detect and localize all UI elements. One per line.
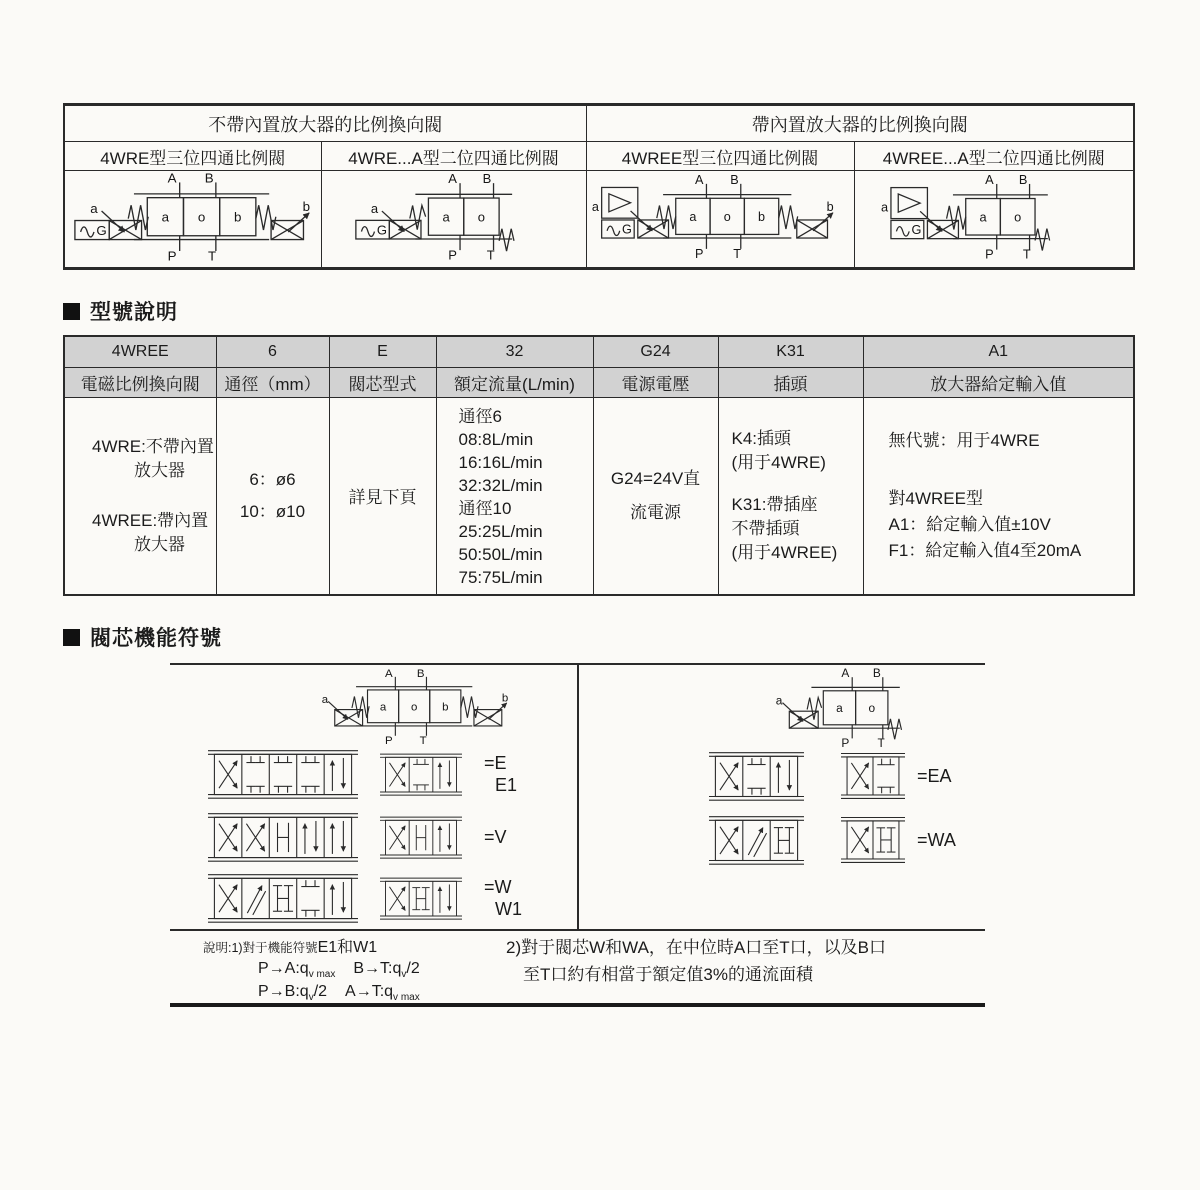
- pos-a: a: [979, 209, 987, 225]
- port-a: A: [447, 172, 457, 187]
- port-t: T: [877, 735, 885, 749]
- valve-diagram-cell: [854, 171, 1134, 269]
- solenoid-a-label: a: [775, 693, 783, 708]
- section-title-model: [63, 296, 178, 326]
- spool-row-w: [208, 871, 522, 926]
- spool-type-cell: 詳見下頁: [329, 397, 436, 595]
- amp-a-label: a: [591, 200, 599, 215]
- subhead-4wre-a: 4WRE...A型二位四通比例閥: [321, 142, 586, 171]
- label-row: [64, 367, 1134, 397]
- spool-symbol-e-narrow: [380, 751, 462, 798]
- g-label: G: [911, 222, 922, 238]
- g-label: G: [622, 222, 632, 237]
- label-cell: 放大器給定輸入值: [863, 367, 1134, 397]
- solenoid-a-label: a: [321, 694, 329, 707]
- code-cell: 6: [216, 336, 329, 367]
- port-b: B: [482, 172, 491, 187]
- valve-diagram-3pos-header: [320, 667, 510, 746]
- flow-formula-2: $P\to B:q_v/2$ $A\to T:q_{v max}$: [258, 983, 420, 1004]
- valve-diagram-cell: [586, 171, 854, 269]
- port-b: B: [416, 667, 425, 680]
- valve-diagram-2pos-header: [774, 667, 944, 749]
- spool-label-e: =E: [484, 753, 507, 774]
- pos-b: b: [758, 210, 766, 225]
- pos-o: o: [868, 701, 876, 716]
- port-b: B: [872, 667, 881, 681]
- footnote-1-label: 說明:1)對于機能符號: [203, 941, 318, 955]
- pos-a: a: [441, 209, 450, 225]
- label-cell: 電源電壓: [593, 367, 718, 397]
- code-cell: G24: [593, 336, 718, 367]
- group-header-no-amp: 不帶內置放大器的比例換向閥: [64, 105, 586, 142]
- flow-formula-1: $P\to A:q_{v max}$ $B\to T:q_v/2$: [258, 960, 420, 981]
- flow-cell: 通徑6 08:8L/min 16:16L/min 32:32L/min 通徑10 25:25L/min 50:50L/min 75:75L/min: [436, 397, 593, 595]
- section-title-spool: [63, 622, 222, 652]
- amp-input-cell: 無代號：用于4WRE 對4WREE型 A1：給定輸入值±10V F1：給定輸入值4至20mA: [863, 397, 1134, 595]
- code-row: [64, 336, 1134, 367]
- port-a: A: [984, 172, 994, 187]
- port-t: T: [207, 248, 216, 263]
- code-cell: 32: [436, 336, 593, 367]
- port-p: P: [447, 247, 457, 262]
- port-a: A: [841, 667, 850, 681]
- spool-symbol-e-wide: [208, 747, 358, 802]
- spool-symbol-ea-wide: [709, 749, 804, 804]
- port-a: A: [384, 667, 393, 680]
- spool-row-e: [208, 747, 517, 802]
- label-cell: 電磁比例換向閥: [64, 367, 216, 397]
- spool-label-e1: E1: [495, 775, 518, 796]
- port-p: P: [984, 246, 994, 261]
- pos-a: a: [836, 701, 843, 716]
- amp-a-label: a: [880, 199, 888, 215]
- pos-a: a: [689, 210, 697, 225]
- pos-o: o: [410, 701, 418, 714]
- port-p: P: [167, 248, 177, 263]
- section-title-text: 閥芯機能符號: [90, 627, 222, 650]
- spool-symbol-ea-narrow: [841, 750, 905, 802]
- subhead-4wree: 4WREE型三位四通比例閥: [586, 142, 854, 171]
- spool-symbol-v-narrow: [380, 814, 462, 861]
- label-cell: 額定流量(L/min): [436, 367, 593, 397]
- spool-panel-2pos: [579, 665, 985, 929]
- model-code-table: [63, 335, 1135, 596]
- port-p: P: [841, 735, 850, 749]
- port-t: T: [486, 247, 495, 262]
- port-a: A: [695, 173, 704, 188]
- port-t: T: [419, 734, 427, 746]
- footnote-2: 2)對于閥芯W和WA，在中位時A口至T口，以及B口 至T口約有相當于額定值3%的通流面積: [506, 938, 886, 984]
- solenoid-a-label: a: [89, 200, 98, 216]
- footnotes: [170, 931, 985, 1007]
- code-cell: 4WREE: [64, 336, 216, 367]
- port-b: B: [204, 171, 214, 186]
- spool-symbol-wa-wide: [709, 813, 804, 868]
- valve-diagram-4wree-a-2pos: [880, 173, 1108, 261]
- code-cell: A1: [863, 336, 1134, 367]
- code-cell: E: [329, 336, 436, 367]
- label-cell: 插頭: [718, 367, 863, 397]
- port-p: P: [384, 734, 393, 746]
- g-label: G: [96, 222, 107, 238]
- supply-cell: G24=24V直 流電源: [593, 397, 718, 595]
- spool-panel-3pos: [170, 665, 579, 929]
- spool-label-v: =V: [484, 827, 507, 848]
- port-t: T: [1022, 246, 1031, 261]
- plug-cell: K4:插頭 (用于4WRE) K31:帶插座 不帶插頭 (用于4WREE): [718, 397, 863, 595]
- pos-o: o: [477, 209, 485, 225]
- valve-diagram-4wree-3pos: [589, 173, 851, 260]
- solenoid-b-label: b: [302, 198, 310, 214]
- spool-label-wa: =WA: [917, 830, 956, 851]
- size-cell: 6：ø6 10：ø10: [216, 397, 329, 595]
- spool-row-wa: [709, 813, 956, 868]
- solenoid-a-label: a: [370, 200, 378, 216]
- solenoid-b-label: b: [501, 692, 509, 705]
- spool-symbols-panel: [170, 663, 985, 1007]
- code-cell: K31: [718, 336, 863, 367]
- spool-symbol-v-wide: [208, 810, 358, 865]
- spool-label-ea: =EA: [917, 766, 952, 787]
- pos-o: o: [1013, 209, 1022, 225]
- valve-diagram-cell: [64, 171, 321, 269]
- subhead-4wree-a: 4WREE...A型二位四通比例閥: [854, 142, 1134, 171]
- amplifier-triangle-icon: [609, 194, 631, 212]
- valve-diagram-4wre-3pos: [73, 171, 313, 262]
- port-t: T: [733, 247, 742, 261]
- spool-label-w1: W1: [495, 899, 522, 920]
- spool-symbol-w-narrow: [380, 875, 462, 922]
- footnote-1: 說明:1)對于機能符號E1和W1 $P\to A:q_{v max}$ $B\to T:q_v/2$ $P\to B:q_v/2$ $A\to T:q_{v max}$: [203, 939, 420, 1004]
- spool-symbol-wa-narrow: [841, 814, 905, 866]
- section-bullet-icon: [63, 303, 80, 320]
- solenoid-b-label: b: [826, 200, 834, 215]
- port-b: B: [730, 173, 739, 188]
- valve-diagram-4wre-a-2pos: [354, 172, 554, 261]
- section-bullet-icon: [63, 629, 80, 646]
- pos-a: a: [379, 701, 387, 714]
- label-cell: 通徑（mm）: [216, 367, 329, 397]
- valve-overview-table: [63, 103, 1135, 270]
- pos-b: b: [442, 701, 449, 714]
- spool-row-ea: [709, 749, 952, 804]
- section-title-text: 型號說明: [90, 301, 178, 324]
- group-header-with-amp: 帶內置放大器的比例換向閥: [586, 105, 1134, 142]
- valve-diagram-cell: [321, 171, 586, 269]
- value-row: [64, 397, 1134, 595]
- subhead-4wre: 4WRE型三位四通比例閥: [64, 142, 321, 171]
- pos-a: a: [161, 209, 169, 225]
- pos-b: b: [233, 209, 242, 225]
- port-b: B: [1018, 172, 1028, 187]
- port-a: A: [167, 171, 177, 186]
- label-cell: 閥芯型式: [329, 367, 436, 397]
- spool-symbol-w-wide: [208, 871, 358, 926]
- pos-o: o: [197, 209, 206, 225]
- spool-row-v: [208, 810, 507, 865]
- amplifier-triangle-icon: [898, 194, 920, 212]
- pos-o: o: [723, 210, 731, 225]
- valve-type-cell: 4WRE:不帶內置 放大器 4WREE:帶內置 放大器: [64, 397, 216, 595]
- g-label: G: [376, 222, 387, 238]
- port-p: P: [695, 247, 704, 261]
- spool-label-w: =W: [484, 877, 512, 898]
